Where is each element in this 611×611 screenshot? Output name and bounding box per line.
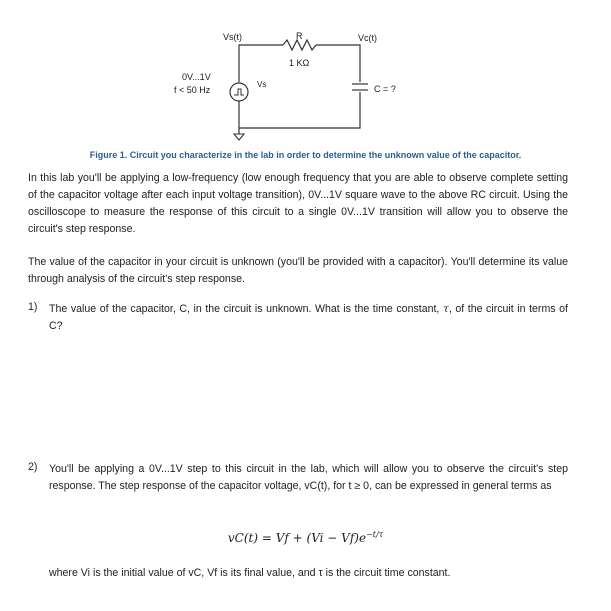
source-range: 0V...1V bbox=[182, 72, 211, 82]
capacitor-paragraph: The value of the capacitor in your circuit is unknown (you'll be provided with a capacitor). You'll determine its value through analysis of the circuit's step response. bbox=[28, 256, 568, 285]
formula-rhs: = Vf + (Vi − Vf)e bbox=[261, 531, 367, 545]
question-1-number: 1) bbox=[28, 301, 38, 313]
square-wave-source-icon bbox=[230, 83, 248, 101]
question-1-text-after: , of the circuit in terms of C? bbox=[49, 303, 568, 332]
formula-exponent: −t/τ bbox=[366, 530, 384, 539]
wire-top-right bbox=[316, 45, 360, 82]
source-name: Vs bbox=[257, 80, 267, 89]
source-frequency: f < 50 Hz bbox=[174, 85, 211, 95]
wire-bottom bbox=[239, 92, 360, 128]
formula-footnote: where Vi is the initial value of vC, Vf is its final value, and τ is the circuit time constant. bbox=[49, 567, 451, 579]
capacitor-label: C = ? bbox=[374, 84, 396, 94]
step-response-formula bbox=[0, 530, 611, 545]
tau-symbol: τ bbox=[442, 303, 449, 315]
question-2-number: 2) bbox=[28, 461, 38, 473]
resistor-symbol bbox=[283, 40, 316, 50]
wire-top-left bbox=[239, 45, 283, 82]
figure-caption: Figure 1. Circuit you characterize in the lab in order to determine the unknown value of the capacitor. bbox=[89, 150, 522, 160]
rc-circuit-diagram bbox=[0, 0, 611, 150]
resistor-value: 1 KΩ bbox=[289, 58, 310, 68]
formula-lhs: vC(t) bbox=[227, 531, 259, 545]
resistor-label: R bbox=[296, 31, 303, 41]
question-2-text: You'll be applying a 0V...1V step to this circuit in the lab, which will allow you to observe the circuit's step response. The step response of the capacitor voltage, vC(t), for t ≥ 0, can be expressed in general terms as bbox=[49, 463, 568, 492]
capacitor-voltage-label: Vc(t) bbox=[358, 33, 377, 43]
intro-paragraph: In this lab you'll be applying a low-frequency (low enough frequency that you are able to observe complete setting of the capacitor voltage after each input voltage transition), 0V...1V square wave to the above RC circuit. Using the oscilloscope to measure the response of this circuit to a single 0V...1V transition will allow you to observe the circuit's step response. bbox=[28, 172, 568, 235]
question-1-text bbox=[49, 301, 568, 335]
ground-icon bbox=[234, 134, 244, 140]
question-1-text-before: The value of the capacitor, C, in the circuit is unknown. What is the time constant, bbox=[49, 303, 443, 315]
source-voltage-label: Vs(t) bbox=[223, 32, 242, 42]
